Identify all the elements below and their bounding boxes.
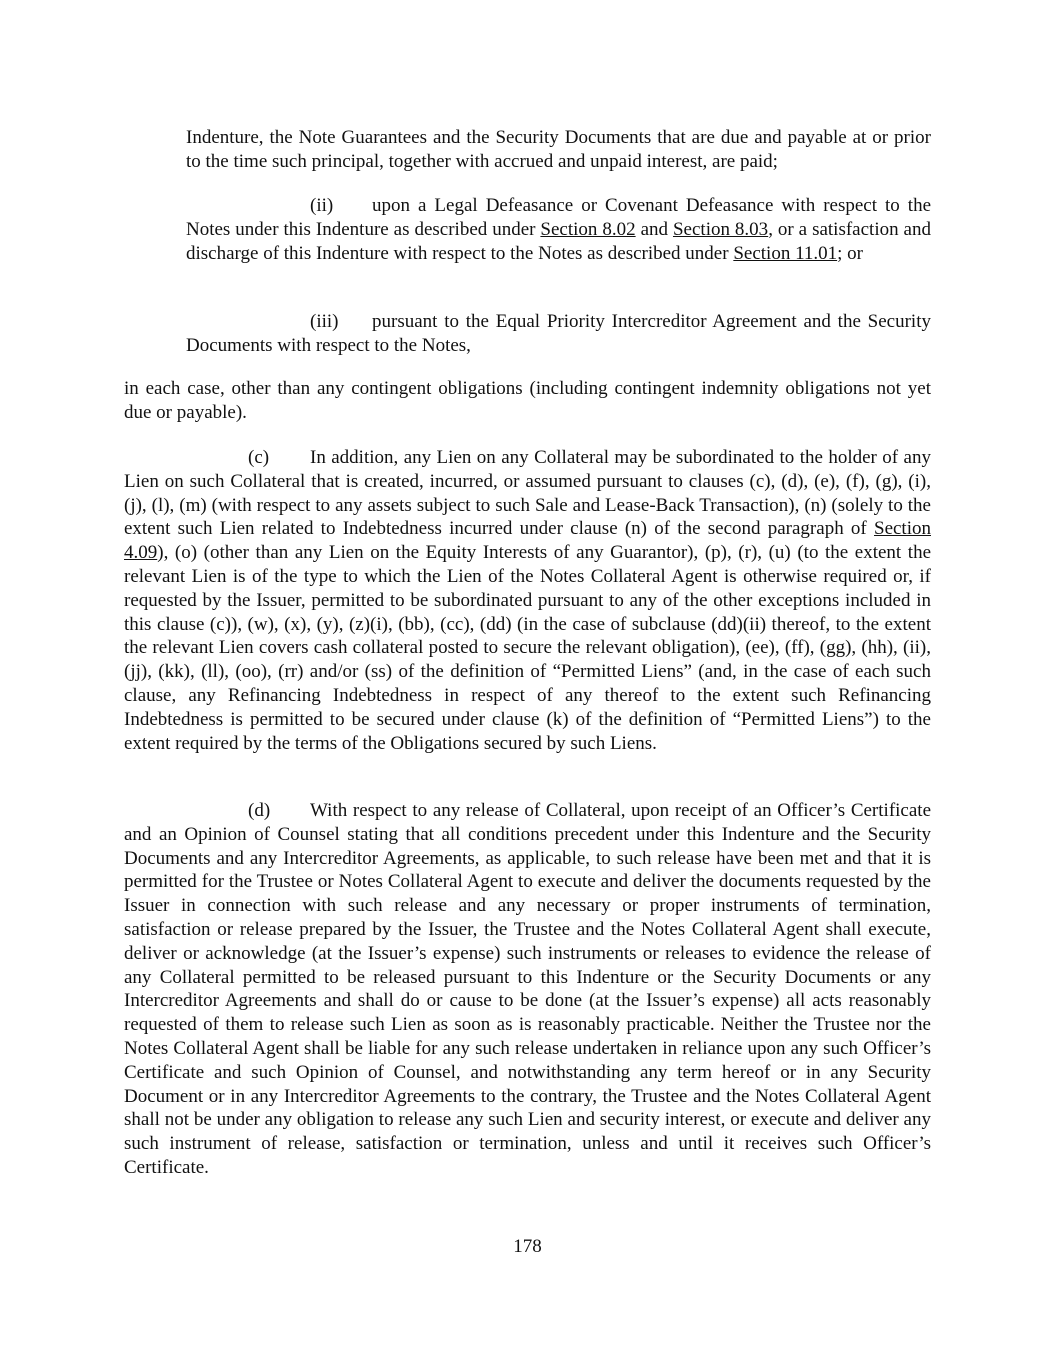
paragraph-summary (124, 377, 931, 425)
section-reference-link[interactable]: Section 11.01 (733, 242, 838, 264)
page-number: 178 (513, 1236, 542, 1257)
paragraph-text: pursuant to the Equal Priority Intercreditor Agreement and the Security Documents with respect to the Notes, (186, 311, 931, 356)
paragraph-clause-d (124, 799, 931, 1180)
paragraph-text: ), (o) (other than any Lien on the Equity Interests of any Guarantor), (p), (r), (u) (to the extent the relevant Lien is of the type to which the Lien of the Notes Collateral Agent is otherwise required or, if requested by the Issuer, permitted to be subordinated pursuant to any of the other exceptions included in this clause (c)), (w), (x), (y), (z)(i), (bb), (cc), (dd) (in the case of subclause (dd)(ii) thereof, to the extent the relevant Lien covers cash collateral posted to secure the relevant obligation), (ee), (ff), (gg), (hh), (ii), (jj), (kk), (ll), (oo), (rr) and/or (ss) of the definition of “Permitted Liens” (and, in the case of each such clause, any Refinancing Indebtedness in respect of any thereof to the extent such Refinancing Indebtedness is permitted to be secured under clause (k) of the definition of “Permitted Liens”) to the extent required by the terms of the Obligations secured by such Liens. (124, 542, 931, 754)
paragraph-continuation (186, 126, 931, 174)
section-reference-link[interactable]: Section 8.03 (672, 218, 769, 240)
paragraph-text: In addition, any Lien on any Collateral may be subordinated to the holder of any Lien on such Collateral that is created, incurred, or assumed pursuant to clauses (c), (d), (e), (f), (g), (i), (j), (l), (m) (with respect to any assets subject to such Sale and Lease-Back Transaction), (n) (solely to the extent such Lien related to Indebtedness incurred under clause (n) of the second paragraph of (124, 447, 931, 540)
paragraph-clause-ii (186, 194, 931, 265)
section-reference-link[interactable]: Section 8.02 (540, 218, 636, 240)
paragraph-text: in each case, other than any contingent obligations (including contingent indemnity obligations not yet due or payable). (124, 378, 931, 423)
paragraph-text: ; or (837, 242, 863, 264)
clause-label: (d) (248, 800, 271, 821)
paragraph-text: and (635, 218, 673, 240)
clause-label: (iii) (310, 311, 339, 332)
section-reference-link[interactable]: Section 4.09 (124, 518, 931, 564)
paragraph-text: With respect to any release of Collateral, upon receipt of an Officer’s Certificate and an Opinion of Counsel stating that all conditions precedent under this Indenture and the Security Documents and any Intercreditor Agreements, as applicable, to such release have been met and that it is permitted for the Trustee or Notes Collateral Agent to execute and deliver the documents requested by the Issuer in connection with such release and any necessary or proper instruments of termination, satisfaction or release prepared by the Issuer, the Trustee and the Notes Collateral Agent shall execute, deliver or acknowledge (at the Issuer’s expense) such instruments or releases to evidence the release of any Collateral permitted to be released pursuant to this Indenture or the Security Documents or any Intercreditor Agreements and shall do or cause to be done (at the Issuer’s expense) all acts reasonably requested of them to release such Lien as soon as is reasonably practicable. Neither the Trustee nor the Notes Collateral Agent shall be liable for any such release undertaken in reliance upon any such Officer’s Certificate and such Opinion of Counsel, and notwithstanding any term hereof or in any Security Document or in any Intercreditor Agreements to the contrary, the Trustee and the Notes Collateral Agent shall not be under any obligation to release any such Lien and security interest, or execute and deliver any such instrument of release, satisfaction or termination, unless and until it receives such Officer’s Certificate. (124, 800, 931, 1178)
paragraph-clause-iii (186, 310, 931, 358)
paragraph-clause-c (124, 446, 931, 755)
paragraph-text: Indenture, the Note Guarantees and the Security Documents that are due and payable at or prior to the time such principal, together with accrued and unpaid interest, are paid; (186, 127, 931, 172)
paragraph-text: , or a satisfaction and discharge of this Indenture with respect to the Notes as described under (186, 218, 931, 264)
paragraph-text: upon a Legal Defeasance or Covenant Defeasance with respect to the Notes under this Indenture as described under (186, 195, 931, 240)
clause-label: (c) (248, 447, 270, 468)
clause-label: (ii) (310, 195, 334, 216)
